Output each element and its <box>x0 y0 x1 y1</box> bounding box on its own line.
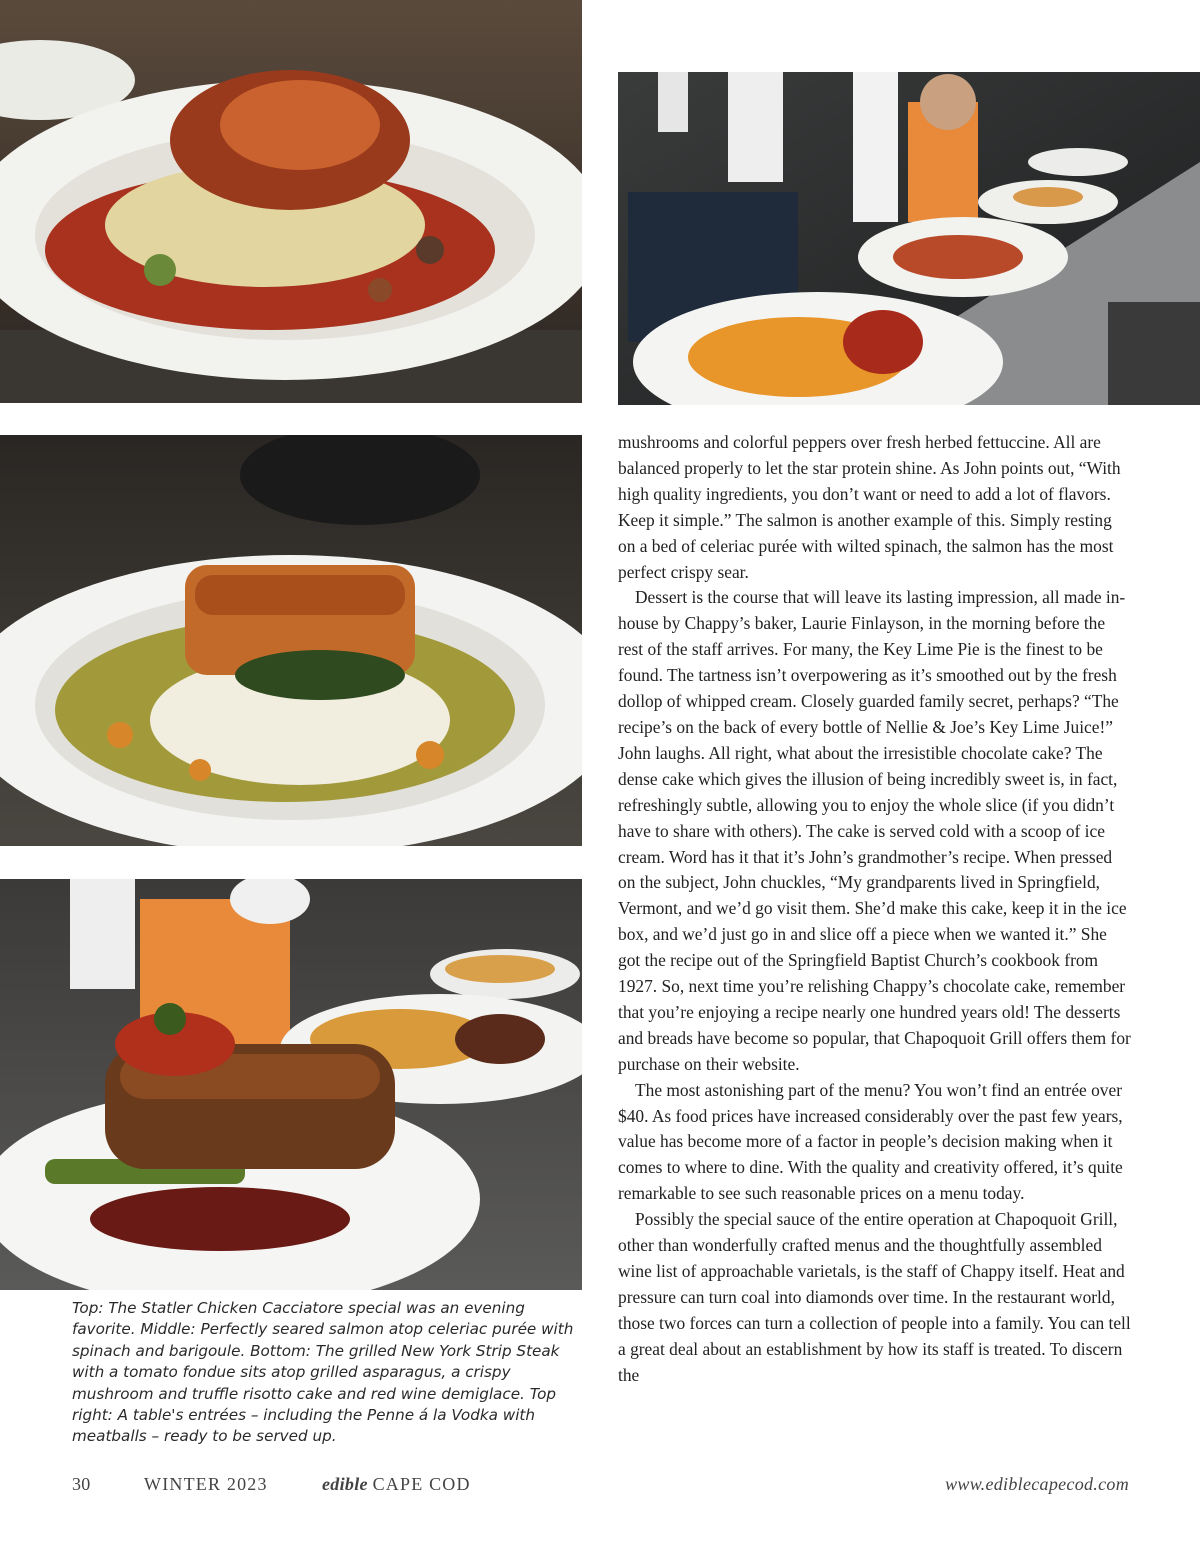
magazine-brand <box>322 1474 471 1495</box>
brand-edible: edible <box>322 1474 368 1494</box>
photo-seared-salmon <box>0 435 582 846</box>
photo-kitchen-pass <box>618 72 1200 405</box>
article-paragraph: Possibly the special sauce of the entire operation at Chapoquoit Grill, other than wonderfully crafted menus and the thoughtfully assembled wine list of approachable varietals, is the staff of Chappy itself. Heat and pressure can turn coal into diamonds over time. In the restaurant world, those two forces can turn a collection of people into a family. You can tell a great deal about an establishment by how its staff is treated. To discern the <box>618 1209 1131 1385</box>
website-url: www.ediblecapecod.com <box>945 1474 1129 1494</box>
issue-label: WINTER 2023 <box>144 1474 268 1494</box>
photo-chicken-cacciatore <box>0 0 582 403</box>
article-paragraph: mushrooms and colorful peppers over fresh herbed fettuccine. All are balanced properly to let the star protein shine. As John points out, “With high quality ingredients, you don’t want or need to add a lot of flavors. Keep it simple.” The salmon is another example of this. Simply resting on a bed of celeriac purée with wilted spinach, the salmon has the most perfect crispy sear. <box>618 432 1121 582</box>
article-paragraph: Dessert is the course that will leave its lasting impression, all made in-house by Chappy’s baker, Laurie Finlayson, in the morning before the rest of the staff arrives. For many, the Key Lime Pie is the finest to be found. The tartness isn’t overpowering as it’s smoothed out by the fresh dollop of whipped cream. Closely guarded family secret, perhaps? “The recipe’s on the back of every bottle of Nellie & Joe’s Key Lime Juice!” John laughs. All right, what about the irresistible chocolate cake? The dense cake which gives the illusion of being incredibly sweet is, in fact, refreshingly subtle, allowing you to enjoy the whole slice (if you didn’t have to share with others). The cake is served cold with a scoop of ice cream. Word has it that it’s John’s grandmother’s recipe. When pressed on the subject, John chuckles, “My grandparents lived in Springfield, Vermont, and we’d go visit them. She’d make this cake, keep it in the ice box, and we’d just go in and slice off a piece when we wanted it.” She got the recipe out of the Springfield Baptist Church’s cookbook from 1927. So, next time you’re relishing Chappy’s chocolate cake, remember that you’re enjoying a recipe nearly one hundred years old! The desserts and breads have become so popular, that Chapoquoit Grill offers them for purchase on their website. <box>618 587 1131 1074</box>
photo-caption: Top: The Statler Chicken Cacciatore special was an evening favorite. Middle: Perfectly seared salmon atop celeriac purée with spinach and barigoule. Bottom: The grilled New York Strip Steak with a tomato fondue sits atop grilled asparagus, a crispy mushroom and truffle risotto cake and red wine demiglace. Top right: A table's entrées – including the Penne á la Vodka with meatballs – ready to be served up. <box>72 1299 574 1446</box>
photo-ny-strip-steak <box>0 879 582 1290</box>
page-number: 30 <box>72 1474 91 1494</box>
brand-cape-cod: CAPE COD <box>372 1474 471 1494</box>
article-body <box>618 430 1132 1389</box>
article-paragraph: The most astonishing part of the menu? You won’t find an entrée over $40. As food prices have increased considerably over the past few years, value has become more of a factor in people’s decision making when it comes to where to dine. With the quality and creativity offered, it’s quite remarkable to see such reasonable prices on a menu today. <box>618 1079 1123 1204</box>
